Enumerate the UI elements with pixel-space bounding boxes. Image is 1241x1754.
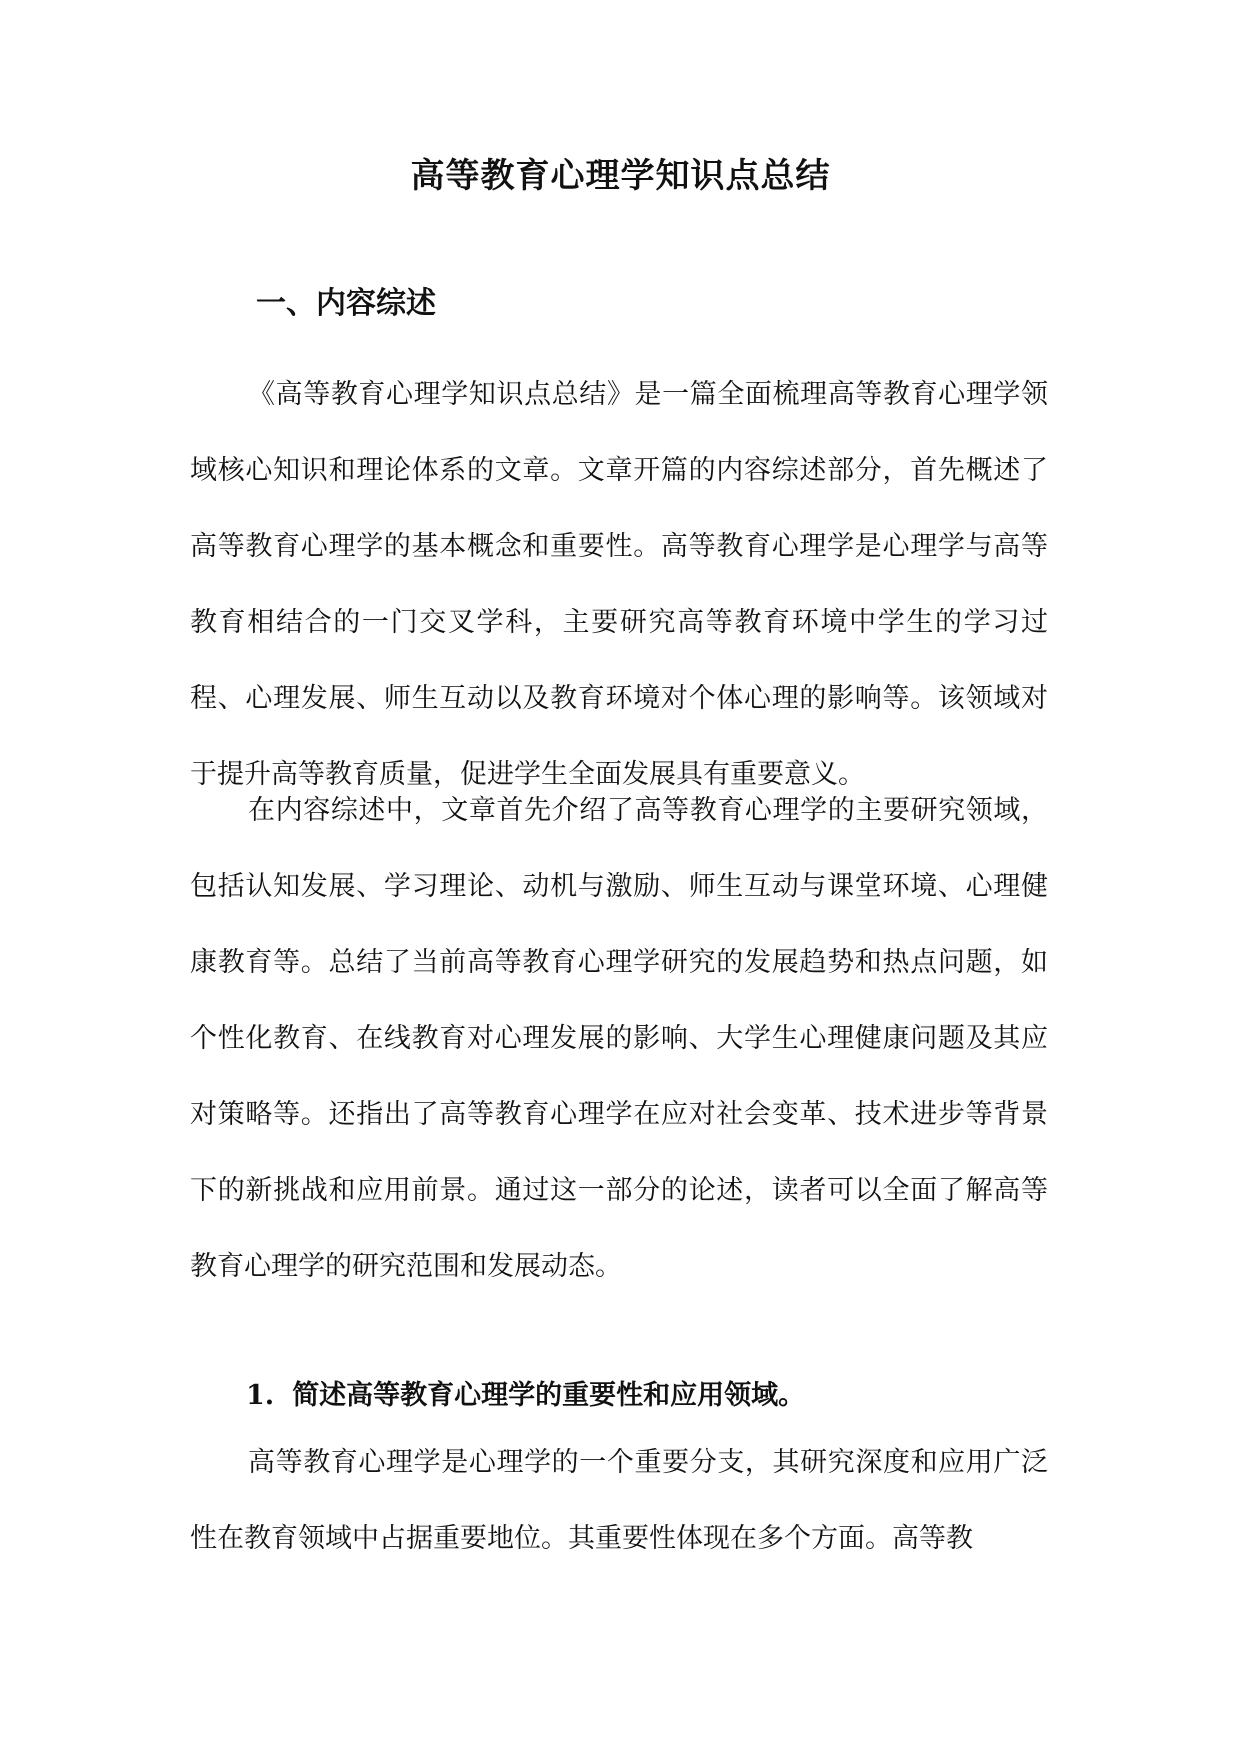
paragraph-research-areas: 在内容综述中，文章首先介绍了高等教育心理学的主要研究领域，包括认知发展、学习理论、动机与激励、师生互动与课堂环境、心理健康教育等。总结了当前高等教育心理学研究的发展趋势和热点问题，如个性化教育、在线教育对心理发展的影响、大学生心理健康问题及其应对策略等。还指出了高等教育心理学在应对社会变革、技术进步等背景下的新挑战和应用前景。通过这一部分的论述，读者可以全面了解高等教育心理学的研究范围和发展动态。	[190, 795, 1048, 1282]
document-title: 高等教育心理学知识点总结	[410, 156, 831, 196]
paragraph-importance: 高等教育心理学是心理学的一个重要分支，其研究深度和应用广泛性在教育领域中占据重要地位。其重要性体现在多个方面。高等教	[190, 1447, 1048, 1554]
paragraph-overview: 《高等教育心理学知识点总结》是一篇全面梳理高等教育心理学领域核心知识和理论体系的文章。文章开篇的内容综述部分，首先概述了高等教育心理学的基本概念和重要性。高等教育心理学是心理学与高等教育相结合的一门交叉学科，主要研究高等教育环境中学生的学习过程、心理发展、师生互动以及教育环境对个体心理的影响等。该领域对于提升高等教育质量，促进学生全面发展具有重要意义。	[190, 379, 1048, 790]
subsection-number: 1.	[246, 1380, 275, 1411]
section-heading: 一、内容综述	[256, 286, 436, 321]
subsection-heading	[246, 1374, 805, 1418]
subsection-text: 简述高等教育心理学的重要性和应用领域。	[292, 1380, 806, 1411]
